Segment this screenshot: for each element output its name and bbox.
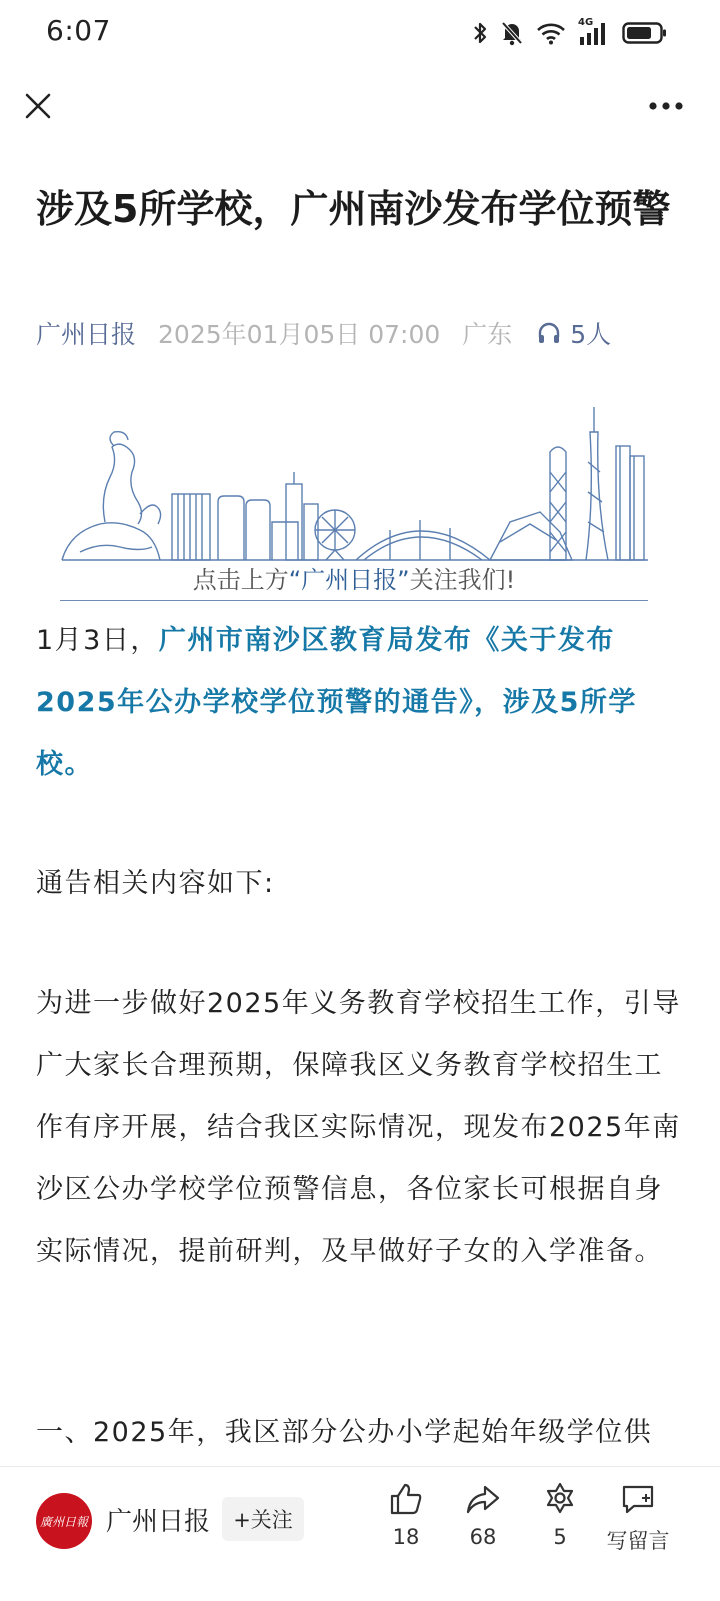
comment-icon xyxy=(620,1481,656,1517)
share-button[interactable] xyxy=(443,1481,523,1549)
close-button[interactable] xyxy=(18,86,58,126)
listener-count: 5人 xyxy=(570,320,612,349)
recommend-count: 5 xyxy=(553,1525,567,1549)
share-count: 68 xyxy=(469,1525,497,1549)
more-icon xyxy=(648,101,684,111)
close-icon xyxy=(23,91,53,121)
write-comment-label: 写留言 xyxy=(606,1529,670,1553)
listen-button[interactable] xyxy=(536,315,611,351)
top-nav xyxy=(0,78,720,134)
account-avatar[interactable] xyxy=(36,1493,92,1549)
4g-signal-icon xyxy=(578,19,610,47)
source-link[interactable]: 广州日报 xyxy=(36,320,137,349)
headphones-icon xyxy=(536,320,562,346)
follow-button[interactable]: +关注 xyxy=(222,1497,304,1541)
article-paragraph-3: 为进一步做好2025年义务教育学校招生工作，引导广大家长合理预期，保障我区义务教育学校招生工作有序开展，结合我区实际情况，现发布2025年南沙区公办学校学位预警信息，各位家长可根据自身实际情况，提前研判，及早做好子女的入学准备。 xyxy=(36,988,681,1267)
like-button[interactable] xyxy=(366,1481,446,1549)
region-label: 广东 xyxy=(462,320,513,349)
bluetooth-icon xyxy=(472,20,488,46)
battery-icon xyxy=(622,21,668,45)
article-paragraph-4: 一、2025年，我区部分公办小学起始年级学位供 xyxy=(36,1417,653,1448)
paragraph-highlight: 广州市南沙区教育局发布《关于发布2025年公办学校学位预警的通告》，涉及5所学校。 xyxy=(36,625,637,780)
article-title: 涉及5所学校，广州南沙发布学位预警 xyxy=(36,187,671,231)
status-bar xyxy=(0,0,720,66)
mute-bell-icon xyxy=(500,20,524,46)
paragraph-lead: 1月3日， xyxy=(36,625,159,656)
banner-caption-prefix: 点击上方 xyxy=(192,566,289,594)
article-meta xyxy=(36,313,680,353)
article-paragraph-1 xyxy=(36,610,684,796)
avatar-logo-text: 廣州日報 xyxy=(39,1514,88,1529)
thumbs-up-icon xyxy=(388,1481,424,1517)
network-label: 4G xyxy=(578,17,594,28)
share-arrow-icon xyxy=(465,1481,501,1517)
publish-date: 2025年01月05日 07:00 xyxy=(158,320,441,349)
recommend-button[interactable] xyxy=(520,1481,600,1549)
bottom-action-bar xyxy=(0,1466,720,1601)
write-comment-button[interactable] xyxy=(598,1481,678,1555)
recommend-icon xyxy=(542,1481,578,1517)
banner-caption xyxy=(60,560,648,595)
like-count: 18 xyxy=(392,1525,420,1549)
banner-caption-suffix: 关注我们! xyxy=(409,566,516,594)
more-button[interactable] xyxy=(642,86,690,126)
guangzhou-skyline-illustration xyxy=(60,402,648,562)
account-name[interactable]: 广州日报 xyxy=(106,1507,211,1537)
banner-divider xyxy=(60,600,648,601)
status-time: 6:07 xyxy=(46,14,111,47)
status-icons xyxy=(472,18,668,48)
follow-banner[interactable] xyxy=(60,402,648,612)
article-paragraph-2: 通告相关内容如下: xyxy=(36,868,275,899)
wifi-icon xyxy=(536,21,566,45)
banner-caption-highlight: “广州日报” xyxy=(288,566,410,594)
